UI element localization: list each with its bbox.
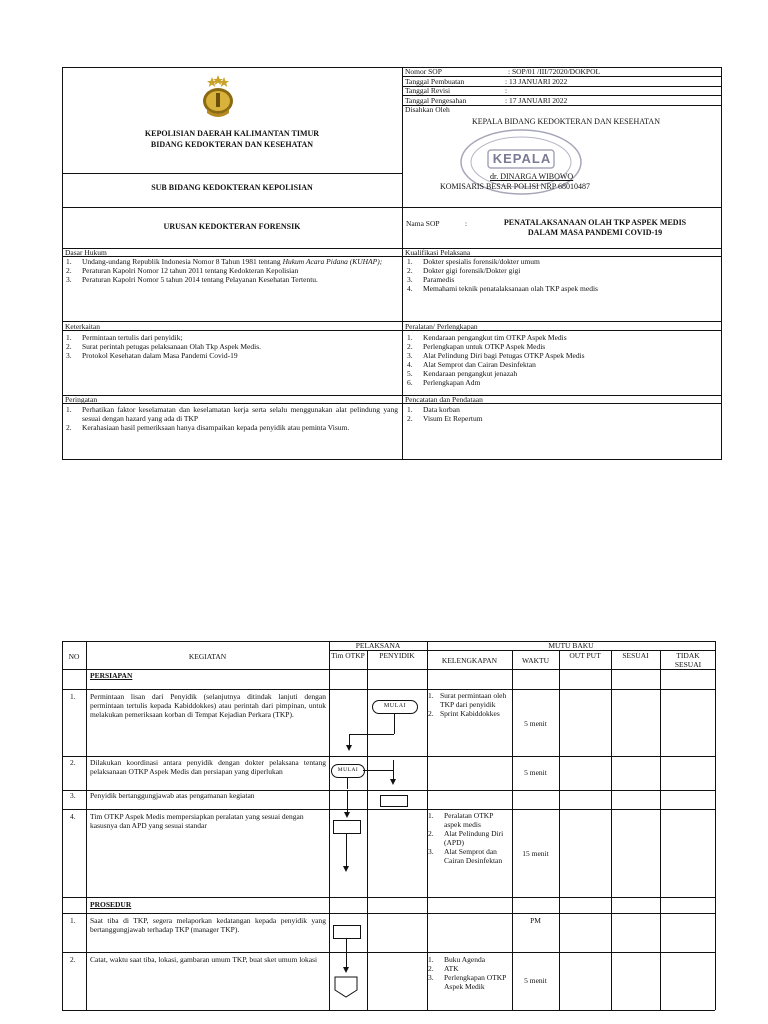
nama-sop-colon: :	[465, 219, 468, 228]
peringatan-title: Peringatan	[65, 395, 98, 404]
list-item: 1. Buku Agenda	[428, 955, 486, 964]
row-number: 4.	[70, 812, 76, 821]
kualifikasi-list	[407, 257, 719, 293]
list-item: 2. Alat Pelindung Diri (APD)	[428, 829, 504, 847]
row-kegiatan: Dilakukan koordinasi antara penyidik dengan dokter pelaksana tentang pelaksanaan OTKP Aspek Medis dan persiapan yang diperlukan	[90, 758, 326, 776]
row-number: 2.	[70, 955, 76, 964]
nama-sop-line1: PENATALAKSANAAN OLAH TKP ASPEK MEDIS	[503, 218, 687, 227]
flow-offpage-connector	[334, 976, 358, 998]
flow-arrow-icon	[346, 745, 352, 751]
list-item: 2. Dokter gigi forensik/Dokter gigi	[407, 266, 521, 275]
flow-connector	[394, 714, 395, 734]
header-waktu: WAKTU	[521, 656, 550, 665]
dasar-hukum-list	[66, 257, 398, 284]
list-item: 3. Perlengkapan OTKP Aspek Medik	[428, 973, 506, 991]
meta-label: Tanggal Pembuatan	[405, 76, 465, 86]
row-kelengkapan	[428, 811, 510, 865]
header-sesuai: SESUAI	[622, 651, 649, 660]
peringatan-list	[66, 405, 398, 432]
list-item: 2. Perlengkapan untuk OTKP Aspek Medis	[407, 342, 546, 351]
row-waktu: 5 menit	[524, 719, 547, 728]
row-kegiatan: Saat tiba di TKP, segera melaporkan kedatangan kepada penyidik yang bertanggungjawab terhadap TKP (manager TKP).	[90, 916, 326, 934]
flow-start-terminator: MULAI	[331, 764, 365, 778]
header-pelaksana: PELAKSANA	[355, 641, 401, 650]
police-emblem-icon	[195, 73, 241, 119]
header-kelengkapan: KELENGKAPAN	[441, 656, 498, 665]
flow-connector	[347, 790, 348, 812]
list-item: 2. Kerahasiaan hasil pemeriksaan hanya disampaikan kepada penyidik atau peminta Visum.	[66, 423, 350, 432]
header-kegiatan: KEGIATAN	[188, 652, 227, 661]
flow-arrow-icon	[344, 812, 350, 818]
flow-connector	[346, 833, 347, 867]
flow-connector	[346, 938, 347, 968]
list-item: 2. Visum Et Repertum	[407, 414, 483, 423]
flow-process-box	[333, 925, 361, 939]
keterkaitan-list	[66, 333, 398, 360]
flow-connector	[363, 770, 393, 771]
header-penyidik: PENYIDIK	[379, 651, 415, 660]
list-item: 2. Sprint Kabiddokkes	[428, 709, 500, 718]
row-number: 3.	[70, 791, 76, 800]
sub-bidang-title: SUB BIDANG KEDOKTERAN KEPOLISIAN	[151, 183, 313, 192]
org-name-line2: BIDANG KEDOKTERAN DAN KESEHATAN	[150, 140, 314, 149]
header-tim-otkp: Tim OTKP	[331, 651, 365, 660]
peralatan-title: Peralatan/ Perlengkapan	[405, 322, 478, 331]
list-item: 3. Protokol Kesehatan dalam Masa Pandemi Covid-19	[66, 351, 238, 360]
meta-label: Nomor SOP	[405, 67, 442, 76]
meta-value: :	[505, 86, 508, 95]
row-number: 2.	[70, 758, 76, 767]
flow-connector	[349, 734, 394, 735]
row-number: 1.	[70, 916, 76, 925]
list-item: 2. Peraturan Kapolri Nomor 12 tahun 2011 tentang Kedokteran Kepolisian	[66, 266, 299, 275]
meta-label: Tanggal Pengesahan	[405, 95, 467, 105]
row-kegiatan: Catat, waktu saat tiba, lokasi, gambaran umum TKP, buat sket umum lokasi	[90, 955, 318, 964]
list-item: 3. Paramedis	[407, 275, 455, 284]
pencatatan-list	[407, 405, 719, 423]
list-item: 1. Perhatikan faktor keselamatan dan keselamatan kerja serta selalu menggunakan alat pelindung yang sesuai dengan hazard yang ada di TKP	[66, 405, 398, 423]
meta-value: : 17 JANUARI 2022	[505, 95, 568, 105]
list-item: 1. Data korban	[407, 405, 460, 414]
header-tidak-sesuai: TIDAK SESUAI	[674, 651, 702, 669]
flow-arrow-icon	[343, 967, 349, 973]
list-item: 1. Kendaraan pengangkut tim OTKP Aspek Medis	[407, 333, 567, 342]
flow-arrow-icon	[390, 779, 396, 785]
header-no: NO	[68, 652, 80, 661]
list-item: 1. Surat permintaan oleh TKP dari penyidik	[428, 691, 507, 709]
section-persiapan: PERSIAPAN	[90, 671, 133, 680]
kualifikasi-title: Kualifikasi Pelaksana	[405, 248, 471, 257]
row-waktu: 5 menit	[524, 976, 547, 985]
kepala-title: KEPALA BIDANG KEDOKTERAN DAN KESEHATAN	[472, 117, 660, 126]
list-item: 1. Permintaan tertulis dari penyidik;	[66, 333, 183, 342]
sop-meta	[405, 67, 721, 115]
list-item: 1. Peralatan OTKP aspek medis	[428, 811, 494, 829]
flow-start-terminator: MULAI	[372, 700, 418, 714]
urusan-title: URUSAN KEDOKTERAN FORENSIK	[163, 222, 301, 231]
peralatan-list	[407, 333, 719, 387]
row-kegiatan: Tim OTKP Aspek Medis mempersiapkan peralatan yang sesuai dengan kasusnya dan APD yang sesuai standar	[90, 812, 304, 830]
meta-label: Tanggal Revisi	[405, 86, 451, 95]
row-waktu: 5 menit	[524, 768, 547, 777]
list-item: 6. Perlengkapan Adm	[407, 378, 481, 387]
dasar-hukum-title: Dasar Hukum	[65, 248, 107, 257]
row-kelengkapan	[428, 691, 510, 718]
list-item: 3. Peraturan Kapolri Nomor 5 tahun 2014 tentang Pelayanan Kesehatan Tertentu.	[66, 275, 318, 284]
nama-sop-line2: DALAM MASA PANDEMI COVID-19	[527, 228, 663, 237]
header-mutu-baku: MUTU BAKU	[548, 641, 594, 650]
list-item: 4. Alat Semprot dan Cairan Desinfektan	[407, 360, 536, 369]
row-number: 1.	[70, 692, 76, 701]
header-output: OUT PUT	[569, 651, 601, 660]
org-name-line1: KEPOLISIAN DAERAH KALIMANTAN TIMUR	[144, 129, 320, 138]
disahkan-label: Disahkan Oleh	[405, 105, 450, 114]
flow-process-box	[380, 795, 408, 807]
stamp-text: KEPALA	[492, 151, 552, 166]
row-kegiatan: Permintaan lisan dari Penyidik (selanjutnya ditindak lanjuti dengan permintaan tertulis kepada Kabiddokkes) atau perintah dari pimpinan, untuk melakukan pemeriksaan korban di Tempat Kejadian Perkara (TKP).	[90, 692, 326, 719]
row-waktu: 15 menit	[522, 849, 549, 858]
list-item: 2. Surat perintah petugas pelaksanaan Olah Tkp Aspek Medis.	[66, 342, 261, 351]
flow-process-box	[333, 820, 361, 834]
flow-arrow-icon	[343, 866, 349, 872]
list-item: 3. Alat Pelindung Diri bagi Petugas OTKP Aspek Medis	[407, 351, 585, 360]
signer-rank: KOMISARIS BESAR POLISI NRP 68010487	[440, 182, 590, 191]
meta-value: : 13 JANUARI 2022	[505, 76, 568, 86]
flow-connector	[347, 777, 348, 789]
pencatatan-title: Pencatatan dan Pendataan	[405, 395, 483, 404]
list-item: 5. Kendaraan pengangkut jenazah	[407, 369, 518, 378]
meta-value: : SOP/01 /III/72020/DOKPOL	[508, 67, 601, 76]
list-item: 4. Memahami teknik penatalaksanaan olah TKP aspek medis	[407, 284, 598, 293]
signer-name: dr. DINARGA WIBOWO	[490, 172, 574, 181]
list-item: 2. ATK	[428, 964, 459, 973]
row-kelengkapan	[428, 955, 510, 991]
police-logo	[195, 73, 241, 119]
list-item: 1. Dokter spesialis forensik/dokter umum	[407, 257, 540, 266]
section-prosedur: PROSEDUR	[90, 900, 132, 909]
nama-sop-label: Nama SOP	[406, 219, 440, 228]
list-item: 3. Alat Semprot dan Cairan Desinfektan	[428, 847, 503, 865]
keterkaitan-title: Keterkaitan	[65, 322, 100, 331]
list-item: 1. Undang-undang Republik Indonesia Nomor 8 Tahun 1981 tentang Hukum Acara Pidana (KUHAP);	[66, 257, 383, 266]
flow-connector	[393, 760, 394, 780]
row-waktu: PM	[530, 916, 541, 925]
row-kegiatan: Penyidik bertanggungjawab atas pengamanan kegiatan	[90, 791, 255, 800]
